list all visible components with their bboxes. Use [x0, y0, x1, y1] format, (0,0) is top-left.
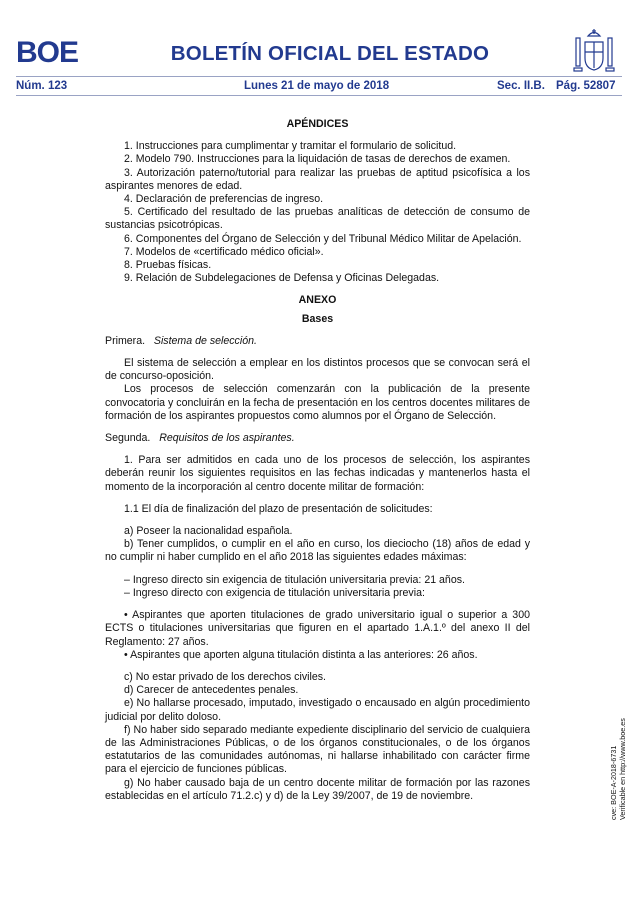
requirement-item: a) Poseer la nacionalidad española.	[124, 525, 293, 538]
cve-code: cve: BOE-A-2018-6731	[609, 745, 618, 820]
svg-text:BOE: BOE	[16, 38, 79, 64]
verification-sidebar	[609, 718, 627, 820]
appendix-item: 4. Declaración de preferencias de ingreso.	[124, 193, 324, 206]
segunda-title: Requisitos de los aspirantes.	[159, 432, 295, 445]
requirement-item: c) No estar privado de los derechos civiles.	[124, 670, 326, 683]
document-body	[105, 118, 530, 803]
header-rule-top	[16, 76, 622, 77]
subsection-heading: 1.1 El día de finalización del plazo de presentación de solicitudes:	[124, 502, 433, 515]
dash-item: – Ingreso directo sin exigencia de titulación universitaria previa: 21 años.	[124, 573, 465, 586]
paragraph: 1. Para ser admitidos en cada uno de los procesos de selección, los aspirantes deberán reunir los siguientes requisitos en las fechas indicadas y mantenerlos hasta el momento de la incorporación al centro docente militar de formación:	[105, 454, 530, 493]
paragraph: El sistema de selección a emplear en los distintos procesos que se convocan será el de concurso-oposición.	[105, 357, 530, 383]
primera-heading	[105, 335, 530, 348]
appendix-item: 8. Pruebas físicas.	[124, 259, 212, 272]
bases-heading: Bases	[301, 312, 334, 325]
page-header	[0, 0, 638, 100]
appendix-item: 9. Relación de Subdelegaciones de Defensa y Oficinas Delegadas.	[124, 272, 440, 285]
issue-number: Núm. 123	[16, 80, 68, 92]
primera-title: Sistema de selección.	[153, 334, 257, 347]
coat-of-arms-icon	[572, 28, 616, 76]
anexo-heading: ANEXO	[298, 294, 337, 307]
issue-date: Lunes 21 de mayo de 2018	[244, 80, 390, 92]
page-number: Pág. 52807	[556, 80, 616, 92]
appendix-item: 7. Modelos de «certificado médico oficial».	[124, 245, 324, 258]
appendix-item: 1. Instrucciones para cumplimentar y tramitar el formulario de solicitud.	[124, 140, 457, 153]
requirement-item: g) No haber causado baja de un centro docente militar de formación por las razones establecidas en el artículo 71.2.c) y d) de la Ley 39/2007, de 19 de noviembre.	[105, 776, 530, 802]
dash-item: – Ingreso directo con exigencia de titulación universitaria previa:	[124, 586, 425, 599]
header-rule-bottom	[16, 95, 622, 96]
section-label: Sec. II.B.	[497, 80, 545, 92]
requirement-item: d) Carecer de antecedentes penales.	[124, 684, 299, 697]
requirement-item: b) Tener cumplidos, o cumplir en el año en curso, los dieciocho (18) años de edad y no cumplir ni haber cumplido en el año 2018 las siguientes edades máximas:	[105, 538, 530, 564]
verification-link[interactable]: Verificable en http://www.boe.es	[618, 718, 627, 820]
segunda-label: Segunda.	[105, 432, 151, 445]
bullet-item: • Aspirantes que aporten titulaciones de grado universitario igual o superior a 300 ECTS o titulaciones universitarias que figuren en el apartado 1.A.1.º del anexo II del Reglamento: 27 años.	[105, 609, 530, 648]
appendix-item: 5. Certificado del resultado de las pruebas analíticas de detección de consumo de sustancias psicotrópicas.	[105, 206, 530, 232]
primera-label: Primera.	[105, 334, 146, 347]
page-title: BOLETÍN OFICIAL DEL ESTADO	[170, 42, 490, 65]
apendices-heading: APÉNDICES	[286, 118, 349, 130]
segunda-heading	[105, 432, 530, 445]
appendix-item: 3. Autorización paterno/tutorial para realizar las pruebas de aptitud psicofísica a los aspirantes menores de edad.	[105, 166, 530, 192]
paragraph: Los procesos de selección comenzarán con la publicación de la presente convocatoria y concluirán en la fecha de presentación en los centros docentes militares de formación de los aspirantes propuestos como alumnos por el Órgano de Selección.	[105, 383, 530, 422]
appendix-item: 2. Modelo 790. Instrucciones para la liquidación de tasas de derechos de examen.	[124, 153, 511, 166]
boe-logo	[16, 38, 96, 64]
requirement-item: f) No haber sido separado mediante expediente disciplinario del servicio de cualquiera de las Administraciones Públicas, o de los órganos constitucionales, o de los órganos estatutarios de las comunidades autónomas, ni hallarse inhabilitado con carácter firme para el ejercicio de funciones públicas.	[105, 723, 530, 776]
requirement-item: e) No hallarse procesado, imputado, investigado o encausado en algún procedimiento judicial por delito doloso.	[105, 697, 530, 723]
bullet-item: • Aspirantes que aporten alguna titulación distinta a las anteriores: 26 años.	[124, 648, 478, 661]
appendix-item: 6. Componentes del Órgano de Selección y del Tribunal Médico Militar de Apelación.	[124, 232, 522, 245]
